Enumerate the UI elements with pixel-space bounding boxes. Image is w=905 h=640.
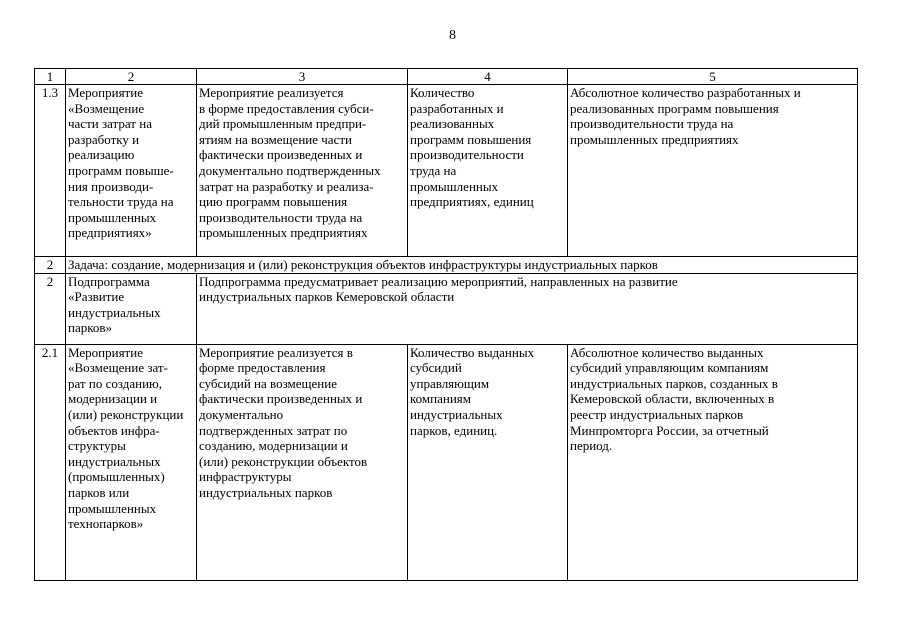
- subprogram-description: Подпрограмма предусматривает реализацию мероприятий, направленных на развитие индустриальных парков Кемеровской области: [197, 273, 858, 344]
- subprogram-name: Подпрограмма «Развитие индустриальных парков»: [66, 273, 197, 344]
- indicator-method: Абсолютное количество выданных субсидий управляющим компаниям индустриальных парков, созданных в Кемеровской области, включенных в реестр индустриальных парков Минпромторга России, за отчетный период.: [568, 344, 858, 580]
- indicator-method: Абсолютное количество разработанных и реализованных программ повышения производительности труда на промышленных предприятиях: [568, 85, 858, 257]
- page-number: 8: [449, 28, 456, 43]
- table-row-task: [35, 257, 858, 274]
- activity-description: Мероприятие реализуется в форме предоставления субси- дий промышленным предпри- ятиям на возмещение части фактически произведенных и документально подтвержденных затрат на разработку и реализа- цию программ повышения производительности труда на промышленных предприятиях: [197, 85, 408, 257]
- row-number: 2: [35, 273, 66, 344]
- indicator-name: Количество выданных субсидий управляющим компаниям индустриальных парков, единиц.: [408, 344, 568, 580]
- header-cell-1: 1: [35, 69, 66, 85]
- table-header-row: [35, 69, 858, 85]
- header-cell-3: 3: [197, 69, 408, 85]
- table-row: [35, 85, 858, 257]
- activity-description: Мероприятие реализуется в форме предоставления субсидий на возмещение фактически произведенных и документально подтвержденных затрат по созданию, модернизации и (или) реконструкции объектов инфраструктуры индустриальных парков: [197, 344, 408, 580]
- indicator-name: Количество разработанных и реализованных программ повышения производительности труда на промышленных предприятиях, единиц: [408, 85, 568, 257]
- header-cell-4: 4: [408, 69, 568, 85]
- row-number: 2.1: [35, 344, 66, 580]
- table-row-subprogram: [35, 273, 858, 344]
- row-number: 2: [35, 257, 66, 274]
- table-row: [35, 344, 858, 580]
- task-text: Задача: создание, модернизация и (или) реконструкция объектов инфраструктуры индустриальных парков: [66, 257, 858, 274]
- row-number: 1.3: [35, 85, 66, 257]
- program-table: [34, 68, 858, 581]
- activity-name: Мероприятие «Возмещение части затрат на разработку и реализацию программ повыше- ния производи- тельности труда на промышленных предприятиях»: [66, 85, 197, 257]
- activity-name: Мероприятие «Возмещение зат- рат по созданию, модернизации и (или) реконструкции объектов инфра- структуры индустриальных (промышленных) парков или промышленных технопарков»: [66, 344, 197, 580]
- header-cell-5: 5: [568, 69, 858, 85]
- header-cell-2: 2: [66, 69, 197, 85]
